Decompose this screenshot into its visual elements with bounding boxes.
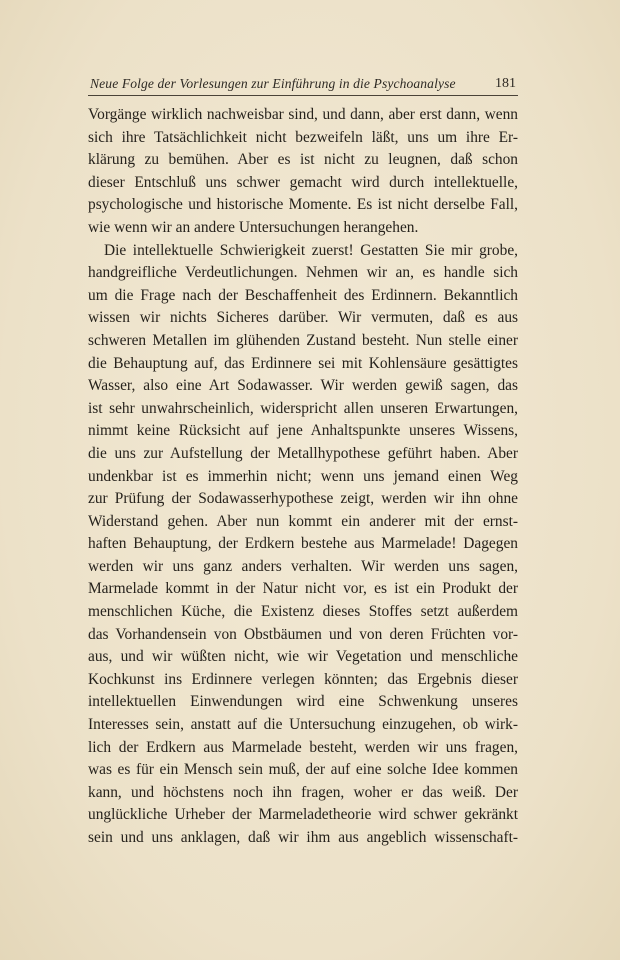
- body-text: [88, 104, 518, 850]
- text-line: Widerstand gehen. Aber nun kommt ein anderer mit der ernst-: [88, 512, 518, 530]
- text-line: Vorgänge wirklich nachweisbar sind, und dann, aber erst dann, wenn: [88, 106, 518, 123]
- text-line: Marmelade kommt in der Natur nicht vor, es ist ein Produkt der: [88, 580, 518, 598]
- text-line: psychologische und historische Momente. Es ist nicht derselbe Fall,: [88, 196, 518, 214]
- text-line: kann, und höchstens noch ihn fragen, woher er das weiß. Der: [88, 783, 518, 801]
- text-line: haften Behauptung, der Erdkern bestehe aus Marmelade! Dagegen: [88, 535, 518, 553]
- text-line: die uns zur Aufstellung der Metallhypothese geführt haben. Aber: [88, 444, 518, 462]
- text-line: ist sehr unwahrscheinlich, widerspricht allen unseren Erwartungen,: [88, 399, 518, 417]
- text-line: sich ihre Tatsächlichkeit nicht bezweifeln läßt, uns um ihre Er-: [88, 128, 518, 146]
- running-title: Neue Folge der Vorlesungen zur Einführung in die Psychoanalyse: [90, 76, 456, 91]
- text-line: dieser Entschluß uns schwer gemacht wird durch intellektuelle,: [88, 173, 518, 191]
- text-line: Kochkunst ins Erdinnere verlegen könnten; das Ergebnis dieser: [88, 670, 518, 688]
- text-line: sein und uns anklagen, daß wir ihm aus angeblich wissenschaft-: [88, 829, 518, 846]
- text-line: das Vorhandensein von Obstbäumen und von deren Früchten vor-: [88, 625, 518, 643]
- text-line: die Behauptung auf, das Erdinnere sei mit Kohlensäure gesättigtes: [88, 354, 518, 372]
- text-line: unglückliche Urheber der Marmeladetheorie wird schwer gekränkt: [88, 806, 518, 824]
- page-header: [88, 76, 518, 94]
- text-line: wissen wir nichts Sicheres darüber. Wir vermuten, daß es aus: [88, 309, 518, 327]
- text-line: handgreifliche Verdeutlichungen. Nehmen wir an, es handle sich: [88, 264, 518, 282]
- text-line: was es für ein Mensch sein muß, der auf eine solche Idee kommen: [88, 761, 518, 779]
- text-line: Interesses sein, anstatt auf die Untersuchung einzugehen, ob wirk-: [88, 716, 518, 734]
- text-line: zur Prüfung der Sodawasserhypothese zeigt, werden wir ihn ohne: [88, 490, 518, 508]
- text-line: lich der Erdkern aus Marmelade besteht, werden wir uns fragen,: [88, 738, 518, 756]
- text-line: schweren Metallen im glühenden Zustand besteht. Nun stelle einer: [88, 331, 518, 349]
- text-line: wie wenn wir an andere Untersuchungen herangehen.: [88, 218, 419, 236]
- text-line: menschlichen Küche, die Existenz dieses Stoffes setzt außerdem: [88, 603, 518, 621]
- text-line: um die Frage nach der Beschaffenheit des Erdinnern. Bekanntlich: [88, 286, 518, 304]
- text-line: klärung zu bemühen. Aber es ist nicht zu leugnen, daß schon: [88, 151, 518, 169]
- text-line: werden wir uns ganz anders verhalten. Wir werden uns sagen,: [88, 557, 518, 575]
- text-line: Die intellektuelle Schwierigkeit zuerst! Gestatten Sie mir grobe,: [104, 241, 518, 259]
- header-rule: [88, 95, 518, 96]
- text-line: aus, und wir wüßten nicht, wie wir Vegetation und menschliche: [88, 648, 518, 666]
- page-number: 181: [495, 76, 516, 91]
- text-line: undenkbar ist es immerhin nicht; wenn uns jemand einen Weg: [88, 467, 518, 485]
- text-line: Wasser, also eine Art Sodawasser. Wir werden gewiß sagen, das: [88, 377, 518, 395]
- text-line: nimmt keine Rücksicht auf jene Anhaltspunkte unseres Wissens,: [88, 422, 518, 440]
- text-line: intellektuellen Einwendungen wird eine Schwenkung unseres: [88, 693, 518, 711]
